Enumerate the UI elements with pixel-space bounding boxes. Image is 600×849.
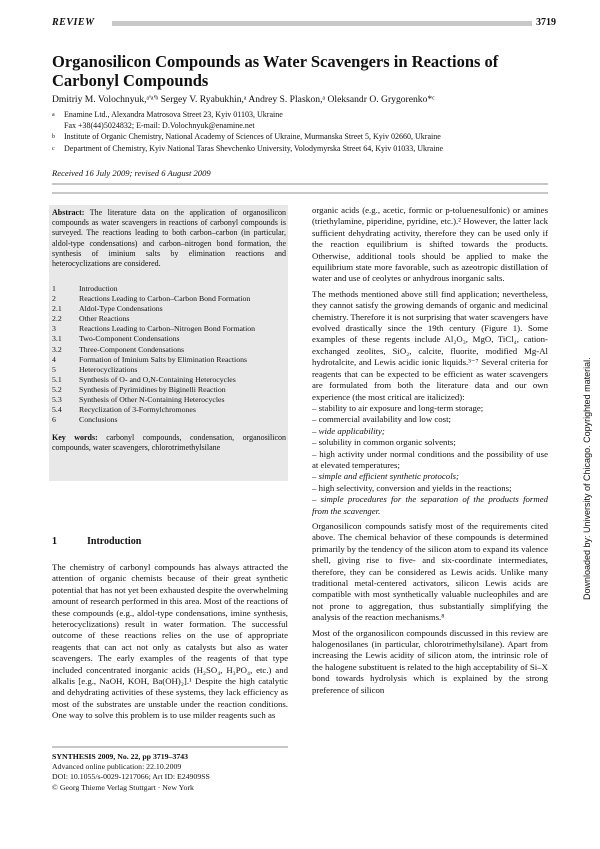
toc-number: 5.4 xyxy=(52,405,62,415)
intro-paragraph: The chemistry of carbonyl compounds has always attracted the attention of organic chemists because of their great synthetic potential that has not yet been exhausted despite the overwhelming amount of research performed in this area. Most of the reactions of these compounds (e.g., aldol-type condensations, imine synthesis, heterocyclizations) result in water formation. The successful outcome of these reactions relies on the use of appropriate reagents that can act not only as catalysts but also as water scavengers. The early examples of the reagents of that type included concentrated inorganic acids (H₂SO₄, H₃PO₄, etc.) and alkalis [e.g., NaOH, KOH, Ba(OH)₂].¹ Despite the high catalytic and dehydrating activities of these systems, they lack efficiency as most of the substrates are unstable under the reaction conditions. One way to solve this problem is to use milder reagents such as xyxy=(52,562,288,721)
abstract xyxy=(52,208,286,269)
doi: DOI: 10.1055/s-0029-1217066; Art ID: E24909SS xyxy=(52,772,210,782)
received-dates: Received 16 July 2009; revised 6 August 2009 xyxy=(52,168,211,178)
affiliation-a xyxy=(52,110,572,131)
toc-entry xyxy=(52,345,286,355)
body-paragraph: The methods mentioned above still find application; nevertheless, they cannot satisfy the growing demands of organic and medicinal chemistry. Therefore it is not surprising that water scavengers have evolved drastically since the 19th century (Figure 1). Some examples of these regents include Al₂O₃, MgO, TiCl₄, cation-exchanged zeolites, SiO₂, calcite, fluorite, modified Mg-Al hydrotalcite, and Lewis acidic ionic liquids.³⁻⁷ Several criteria for reagents that can be expected to be efficient as water scavengers are formulated from both the literature data and our own experience (the most critical are italicized): xyxy=(312,288,548,402)
toc-entry xyxy=(52,355,286,365)
toc-number: 5.1 xyxy=(52,374,62,384)
toc-entry xyxy=(52,314,286,324)
section-number: 1 xyxy=(52,536,57,547)
journal-citation: SYNTHESIS 2009, No. 22, pp 3719–3743 xyxy=(52,752,189,761)
affiliation-contact: Fax +38(44)5024832; E-mail: D.Volochnyuk@enamine.net xyxy=(64,120,255,130)
criteria-item: – simple and efficient synthetic protocols; xyxy=(312,471,459,482)
toc-title: Reactions Leading to Carbon–Carbon Bond Formation xyxy=(79,294,251,304)
toc-entry xyxy=(52,284,286,294)
criteria-item: – commercial availability and low cost; xyxy=(312,414,451,425)
toc-number: 5.2 xyxy=(52,384,62,394)
toc-entry xyxy=(52,385,286,395)
section-title: Introduction xyxy=(87,536,142,547)
toc-title: Three-Component Condensations xyxy=(79,344,185,354)
footer-rule xyxy=(52,746,288,748)
copyright: © Georg Thieme Verlag Stuttgart · New York xyxy=(52,782,194,792)
toc-title: Synthesis of O- and O,N-Containing Heterocycles xyxy=(79,374,236,384)
toc-title: Conclusions xyxy=(79,415,118,425)
toc-number: 2.2 xyxy=(52,314,62,324)
toc-entry xyxy=(52,375,286,385)
affiliation-c xyxy=(52,144,572,155)
keywords xyxy=(52,433,286,453)
toc-entry xyxy=(52,405,286,415)
toc-entry xyxy=(52,324,286,334)
keywords-label: Key words: xyxy=(52,433,98,442)
running-head-rule xyxy=(112,21,532,26)
toc-number: 2 xyxy=(52,294,56,304)
toc-entry xyxy=(52,334,286,344)
criteria-item: – simple procedures for the separation of the products formed from the scavenger. xyxy=(312,494,548,516)
criteria-item: – high selectivity, conversion and yields in the reactions; xyxy=(312,482,512,493)
affiliation-line: Enamine Ltd., Alexandra Matrosova Street 23, Kyiv 01103, Ukraine xyxy=(64,110,283,119)
body-paragraph: organic acids (e.g., acetic, formic or p-toluenesulfonic) or amines (triethylamine, piperidine, pyridine, etc.).² However, the latter lack sufficient dehydrating activity, therefore they can be used only if the reaction equilibrium is shifted towards the products. Otherwise, additional tools should be applied to make the equilibrium state more favorable, such as azeotropic distillation of water and use of ceolytes or anhydrous inorganic salts. xyxy=(312,205,548,284)
toc-entry xyxy=(52,365,286,375)
toc-entry xyxy=(52,304,286,314)
toc-number: 5.3 xyxy=(52,395,62,405)
toc-number: 5 xyxy=(52,364,56,374)
header-rule xyxy=(52,183,548,185)
toc-title: Synthesis of Other N-Containing Heterocycles xyxy=(79,395,225,405)
toc-title: Recyclization of 3-Formylchromones xyxy=(79,405,196,415)
criteria-item: – solubility in common organic solvents; xyxy=(312,437,456,448)
body-paragraph: Most of the organosilicon compounds discussed in this review are halogenosilanes (in particular, chlorotrimethylsilane). Apart from increasing the Lewis acidity of silicon atom, the intrinsic role of the halogene substituent is related to the high acceptability of Si–X bond towards hydrolysis which is explained by the strong preference of silicon xyxy=(312,627,548,695)
article-title: Organosilicon Compounds as Water Scavengers in Reactions of Carbonyl Compounds xyxy=(52,52,499,90)
affiliation-line: Department of Chemistry, Kyiv National Taras Shevchenko University, Volodymyrska Street 64, Kyiv 01033, Ukraine xyxy=(64,144,444,153)
toc-number: 1 xyxy=(52,284,56,293)
online-date: Advanced online publication: 22.10.2009 xyxy=(52,762,182,772)
toc-number: 3 xyxy=(52,324,56,334)
abstract-label: Abstract: xyxy=(52,208,85,217)
publication-footer xyxy=(52,752,288,793)
toc-title: Synthesis of Pyrimidines by Biginelli Reaction xyxy=(79,384,226,394)
toc-entry xyxy=(52,395,286,405)
running-head-label: REVIEW xyxy=(52,17,95,28)
criteria-item: – high activity under normal conditions and the possibility of use at elevated temperatures; xyxy=(312,448,548,470)
affiliation-mark: b xyxy=(52,134,55,140)
toc-entry xyxy=(52,294,286,304)
toc-title: Reactions Leading to Carbon–Nitrogen Bond Formation xyxy=(79,324,256,334)
toc-title: Other Reactions xyxy=(79,314,130,324)
left-column xyxy=(52,562,288,722)
toc-title: Aldol-Type Condensations xyxy=(79,304,163,314)
affiliation-mark: a xyxy=(52,112,55,118)
right-column xyxy=(312,205,548,696)
toc-number: 2.1 xyxy=(52,304,62,314)
download-notice: Downloaded by: University of Chicago. Copyrighted material. xyxy=(582,357,592,600)
header-rule xyxy=(52,192,548,194)
table-of-contents xyxy=(52,284,286,425)
toc-entry xyxy=(52,415,286,425)
body-paragraph: Organosilicon compounds satisfy most of the requirements cited above. The chemical behavior of these compounds is determined primarily by the tendency of the silicon atom to expand its valence shell, giving rise to five- and six-coordinate intermediates, therefore, they can be considered as Lewis acids. Unlike many traditional metal-centered activators, silicon Lewis acids are compatible with most synthetically valuable nucleophiles and are not prone to aggregation, thus substantially simplifying the analysis of the reaction mechanisms.⁸ xyxy=(312,520,548,623)
toc-title: Two-Component Condensations xyxy=(79,334,180,344)
affiliation-mark: c xyxy=(52,146,55,152)
keywords-text: carbonyl compounds, condensation, organosilicon compounds, water scavengers, chlorotrimethylsilane xyxy=(52,433,286,453)
page-number: 3719 xyxy=(536,17,556,28)
criteria-item: – stability to air exposure and long-term storage; xyxy=(312,402,484,413)
toc-number: 3.2 xyxy=(52,344,62,354)
toc-number: 6 xyxy=(52,415,56,425)
toc-title: Formation of Iminium Salts by Elimination Reactions xyxy=(79,354,248,364)
section-heading xyxy=(52,536,141,547)
criteria-item: – wide applicability; xyxy=(312,425,385,436)
author-list: Dmitriy M. Volochnyuk,ᵃ'ᵃ'ᵇ Sergey V. Ryabukhin,ᵃ Andrey S. Plaskon,ᵃ Oleksandr O. Grygorenko*ᶜ xyxy=(52,94,435,105)
abstract-text: The literature data on the application of organosilicon compounds as water scavengers in reactions of carbonyl compounds is surveyed. The reactions leading to both carbon–carbon (in particular, aldol-type condensations) and carbon–nitrogen bond formation, the synthesis of iminium salts by elimination reactions and heterocyclizations are considered. xyxy=(52,208,287,269)
affiliation-line: Institute of Organic Chemistry, National Academy of Sciences of Ukraine, Murmanska Street 5, Kyiv 02660, Ukraine xyxy=(64,132,441,141)
toc-title: Heterocyclizations xyxy=(79,364,138,374)
toc-number: 3.1 xyxy=(52,334,62,344)
toc-title: Introduction xyxy=(79,284,118,293)
affiliation-b xyxy=(52,132,572,143)
toc-number: 4 xyxy=(52,354,56,364)
